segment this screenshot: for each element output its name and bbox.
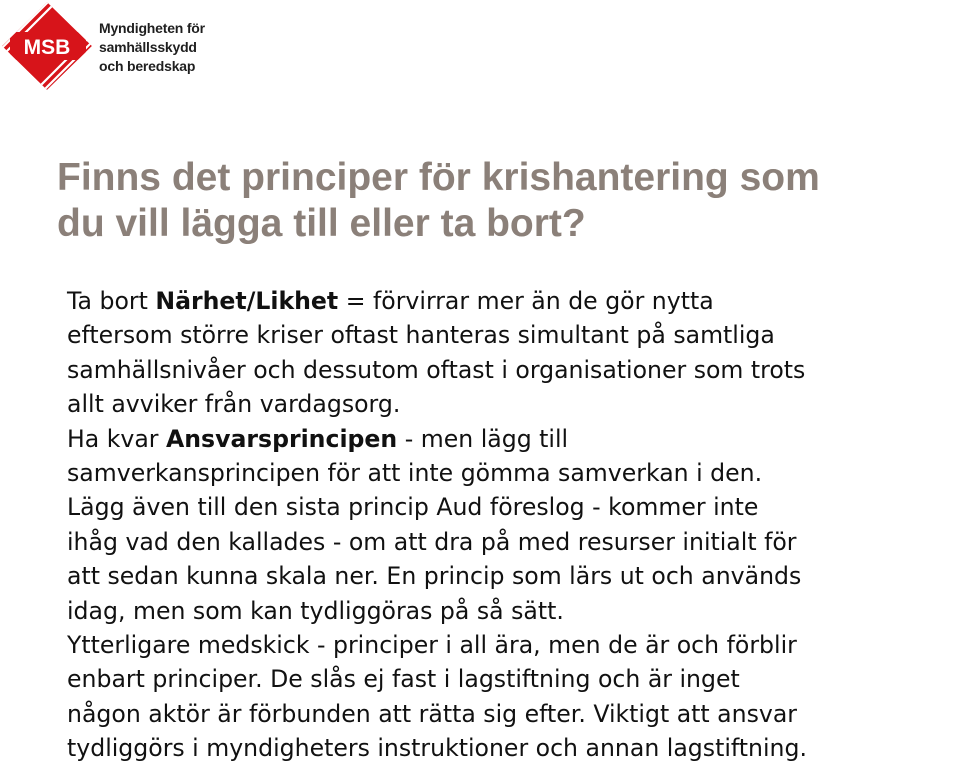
body-line	[67, 318, 960, 352]
body-text-segment: ihåg vad den kallades - om att dra på med resurser initialt för	[67, 527, 797, 556]
body-text-segment: allt avviker från vardagsorg.	[67, 390, 401, 419]
body-line	[67, 456, 960, 490]
body-text-segment: enbart principer. De slås ej fast i lagstiftning och är inget	[67, 665, 740, 694]
body-text-segment: att sedan kunna skala ner. En princip som lärs ut och används	[67, 562, 802, 591]
body-line	[67, 387, 960, 421]
logo-wordmark	[99, 19, 205, 76]
logo-line: samhällsskydd	[99, 39, 197, 55]
body-text-segment: Ytterligare medskick - principer i all ära, men de är och förblir	[67, 631, 797, 660]
msb-logo	[2, 2, 212, 90]
body-text-segment: Ta bort	[67, 287, 156, 315]
body-text-segment: Ha kvar	[67, 424, 166, 453]
msb-logo-mark	[2, 2, 94, 90]
body-line	[67, 353, 960, 387]
body-line	[67, 697, 960, 731]
logo-line: Myndigheten för	[99, 20, 205, 36]
body-text-segment: samverkansprincipen för att inte gömma samverkan i den.	[67, 459, 763, 488]
principle-name: Ansvarsprincipen	[165, 424, 398, 453]
body-text-segment: idag, men som kan tydliggöras på så sätt.	[67, 596, 564, 625]
body-text-segment: samhällsnivåer och dessutom oftast i organisationer som trots	[67, 355, 806, 384]
title-line: du vill lägga till eller ta bort?	[57, 202, 586, 245]
title-line: Finns det principer för krishantering som	[57, 156, 820, 199]
body-text	[67, 284, 960, 766]
principle-name: Närhet/Likhet	[155, 287, 339, 315]
body-line	[67, 490, 960, 524]
body-text-segment: Lägg även till den sista princip Aud föreslog - kommer inte	[67, 493, 759, 522]
body-text-segment: = förvirrar mer än de gör nytta	[338, 287, 714, 315]
body-text-segment: eftersom större kriser oftast hanteras simultant på samtliga	[67, 321, 775, 350]
body-text-segment: - men lägg till	[397, 424, 569, 453]
body-line	[67, 662, 960, 696]
body-line	[67, 559, 960, 593]
body-line	[67, 628, 960, 662]
body-text-segment: tydliggörs i myndigheters instruktioner och annan lagstiftning.	[67, 734, 807, 763]
body-line	[67, 284, 960, 318]
logo-mark-text: MSB	[23, 36, 71, 59]
body-line	[67, 525, 960, 559]
body-line	[67, 594, 960, 628]
body-text-segment: någon aktör är förbunden att rätta sig efter. Viktigt att ansvar	[67, 699, 797, 728]
page-title	[57, 155, 957, 247]
logo-line: och beredskap	[99, 58, 196, 74]
body-line	[67, 422, 960, 456]
